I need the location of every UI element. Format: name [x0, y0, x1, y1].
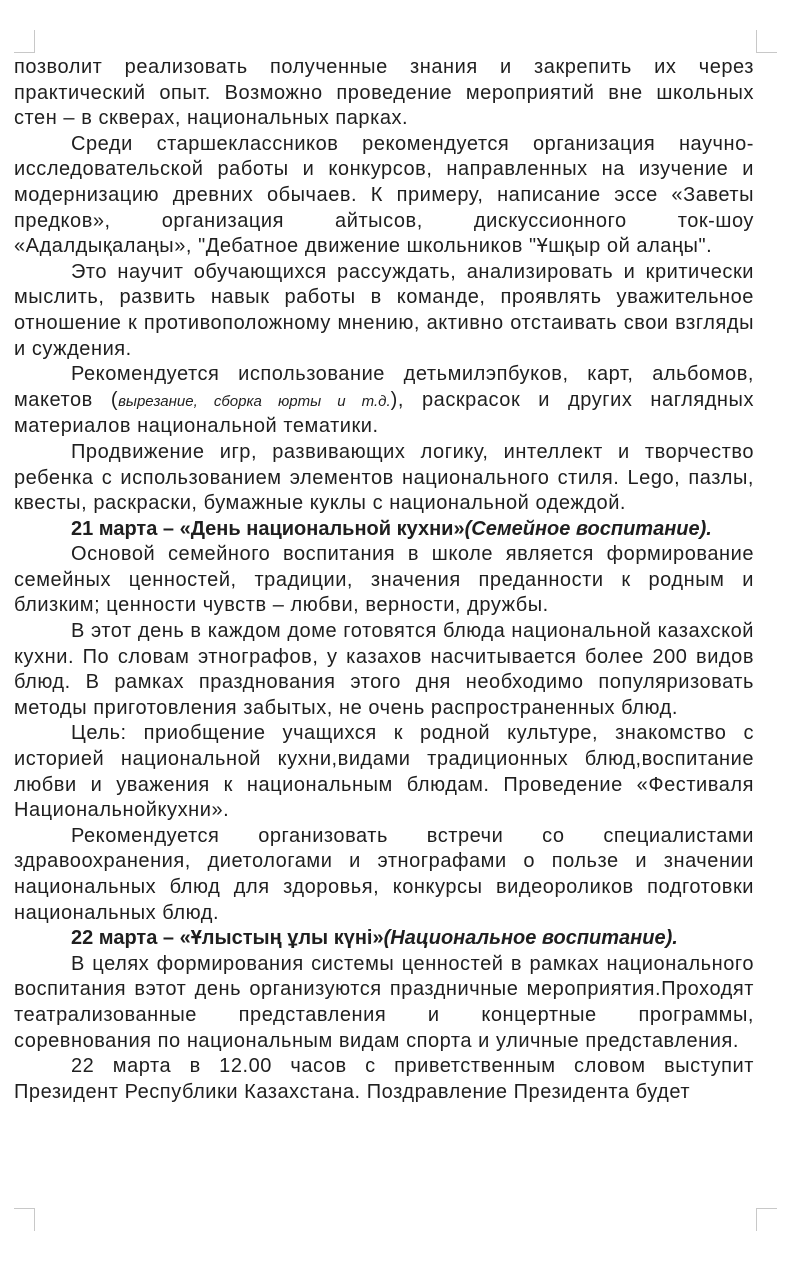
paragraph: Цель: приобщение учащихся к родной культуре, знакомство с историей национальной кухни,видами традиционных блюд,воспитание любви и уважения к национальным блюдам. Проведение «Фестиваля Национальнойкухни».	[14, 722, 754, 822]
paragraph-text: ), раскрасок и других наглядных материалов национальной тематики.	[14, 388, 754, 438]
paragraph-text: Рекомендуется использование детьмилэпбуков, карт, альбомов, макетов (	[14, 363, 754, 411]
paragraph: 22 марта в 12.00 часов с приветственным словом выступит Президент Республики Казахстана. Поздравление Президента будет	[14, 1055, 754, 1103]
paragraph-italic-text: вырезание, сборка юрты и т.д.	[118, 392, 391, 410]
paragraph: Это научит обучающихся рассуждать, анализировать и критически мыслить, развить навык работы в команде, проявлять уважительное отношение к противоположному мнению, активно отстаивать свои взгляды и суждения.	[14, 260, 754, 360]
heading-title: 21 марта – «День национальной кухни»	[71, 517, 465, 540]
paragraph: Основой семейного воспитания в школе является формирование семейных ценностей, традиции, значения преданности к родным и близким; ценности чувств – любви, верности, дружбы.	[14, 543, 754, 617]
paragraph: В целях формирования системы ценностей в рамках национального воспитания вэтот день организуются праздничные мероприятия.Проходят театрализованные представления и концертные программы, соревнования по национальным видам спорта и уличные представления.	[14, 952, 754, 1052]
crop-mark-bottom-left	[14, 1208, 35, 1231]
section-heading	[14, 517, 754, 543]
crop-mark-top-left	[14, 30, 35, 53]
paragraph: В этот день в каждом доме готовятся блюда национальной казахской кухни. По словам этнографов, у казахов насчитывается более 200 видов блюд. В рамках празднования этого дня необходимо популяризовать методы приготовления забытых, не очень распространенных блюд.	[14, 620, 754, 719]
document-page	[14, 55, 754, 1105]
paragraph	[14, 362, 754, 440]
section-heading	[14, 926, 754, 952]
paragraph: Рекомендуется организовать встречи со специалистами здравоохранения, диетологами и этнографами о пользе и значении национальных блюд для здоровья, конкурсы видеороликов подготовки национальных блюд.	[14, 824, 754, 924]
heading-title: 22 марта – «Ұлыстың ұлы күні»	[71, 927, 384, 950]
paragraph: Среди старшеклассников рекомендуется организация научно-исследовательской работы и конкурсов, направленных на изучение и модернизацию древних обычаев. К примеру, написание эссе «Заветы предков», организация айтысов, дискуссионного ток-шоу «Адалдықалаңы», "Дебатное движение школьников "Ұшқыр ой алаңы".	[14, 132, 754, 258]
paragraph: позволит реализовать полученные знания и закрепить их через практический опыт. Возможно проведение мероприятий вне школьных стен – в скверах, национальных парках.	[14, 56, 754, 130]
crop-mark-top-right	[756, 30, 777, 53]
heading-subtitle: (Семейное воспитание).	[464, 517, 712, 540]
crop-mark-bottom-right	[756, 1208, 777, 1231]
paragraph: Продвижение игр, развивающих логику, интеллект и творчество ребенка с использованием элементов национального стиля. Lego, пазлы, квесты, раскраски, бумажные куклы с национальной одеждой.	[14, 440, 754, 515]
heading-subtitle: (Национальное воспитание).	[383, 927, 678, 950]
